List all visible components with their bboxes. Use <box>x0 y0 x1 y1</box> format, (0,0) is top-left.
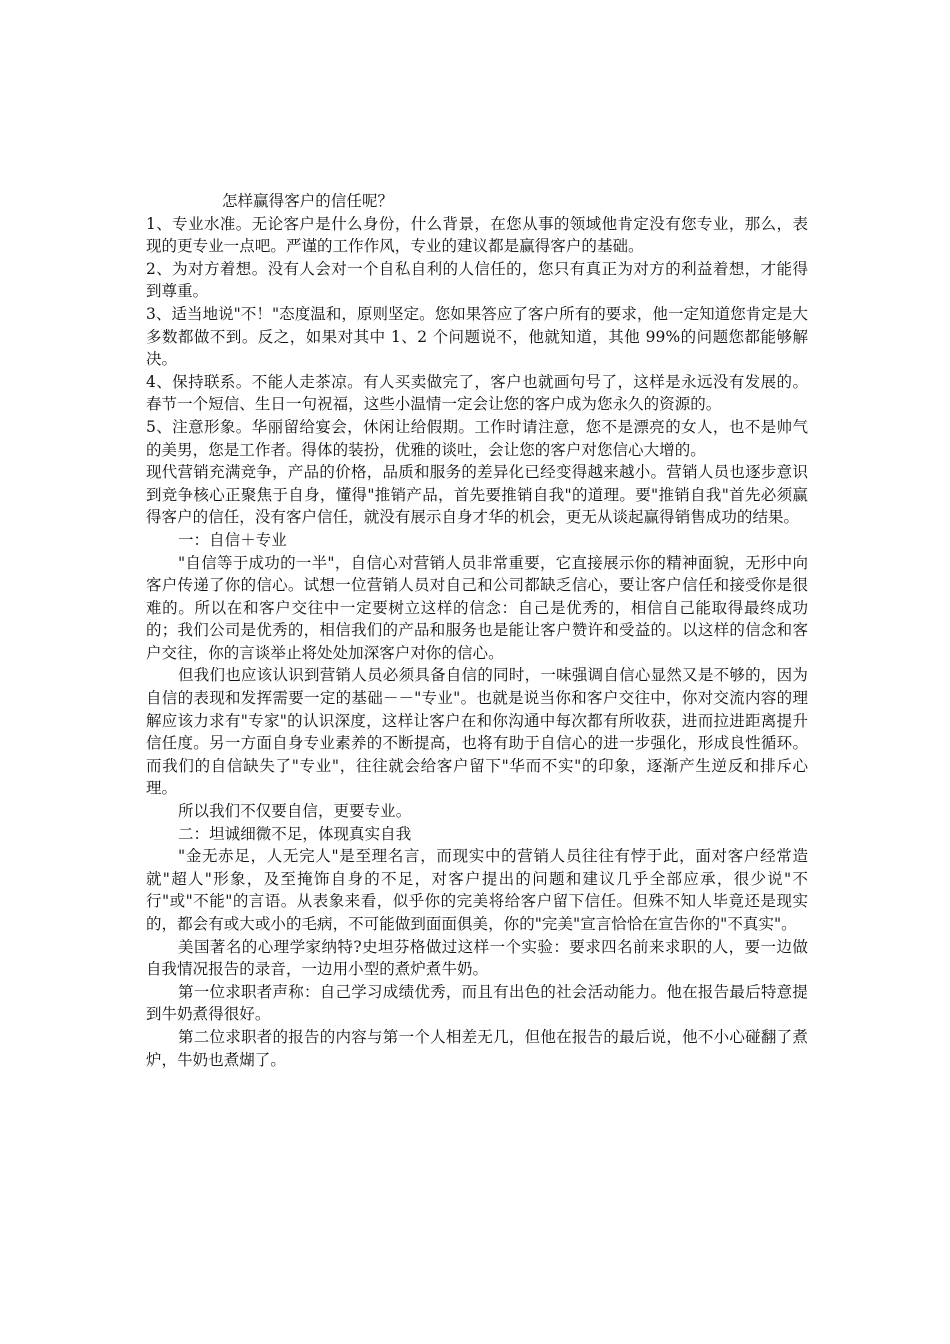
body-paragraph: 所以我们不仅要自信，更要专业。 <box>178 802 412 821</box>
body-paragraph: 但我们也应该认识到营销人员必须具备自信的同时，一味强调自信心显然又是不够的，因为自信的表现和发挥需要一定的基础－－"专业"。也就是说当你和客户交往中，你对交流内容的理解应该力求有"专家"的认识深度，这样让客户在和你沟通中每次都有所收获，进而拉进距离提升信任度。另一方面自身专业素养的不断提高，也将有助于自信心的进一步强化，形成良性循环。而我们的自信缺失了"专业"，往往就会给客户留下"华而不实"的印象，逐渐产生逆反和排斥心理。 <box>146 666 808 798</box>
body-paragraph: "金无赤足，人无完人"是至理名言，而现实中的营销人员往往有悖于此，面对客户经常造就"超人"形象，及至掩饰自身的不足，对客户提出的问题和建议几乎全部应承，很少说"不行"或"不能"的言语。从表象来看，似乎你的完美将给客户留下信任。但殊不知人毕竟还是现实的，都会有或大或小的毛病，不可能做到面面俱美，你的"完美"宣言恰恰在宣告你的"不真实"。 <box>146 847 808 933</box>
point-1-paragraph: 1、专业水准。无论客户是什么身份，什么背景，在您从事的领域他肯定没有您专业，那么，表现的更专业一点吧。严谨的工作作风，专业的建议都是赢得客户的基础。 <box>146 214 808 256</box>
body-paragraph: "自信等于成功的一半"，自信心对营销人员非常重要，它直接展示你的精神面貌，无形中向客户传递了你的信心。试想一位营销人员对自己和公司都缺乏信心，要让客户信任和接受你是很难的。所以在和客户交往中一定要树立这样的信念：自己是优秀的，相信自己能取得最终成功的；我们公司是优秀的，相信我们的产品和服务也是能让客户赞许和受益的。以这样的信念和客户交往，你的言谈举止将处处加深客户对你的信心。 <box>146 553 808 662</box>
body-paragraph: 第二位求职者的报告的内容与第一个人相差无几，但他在报告的最后说，他不小心碰翻了煮炉，牛奶也煮煳了。 <box>146 1027 808 1069</box>
body-paragraph: 美国著名的心理学家纳特?史坦芬格做过这样一个实验：要求四名前来求职的人，要一边做自我情况报告的录音，一边用小型的煮炉煮牛奶。 <box>146 937 808 979</box>
intro-paragraph: 现代营销充满竞争，产品的价格，品质和服务的差异化已经变得越来越小。营销人员也逐步意识到竞争核心正聚焦于自身，懂得"推销产品，首先要推销自我"的道理。要"推销自我"首先必须赢得客户的信任，没有客户信任，就没有展示自身才华的机会，更无从谈起赢得销售成功的结果。 <box>146 463 808 527</box>
body-paragraph: 第一位求职者声称：自己学习成绩优秀，而且有出色的社会活动能力。他在报告最后特意提到牛奶煮得很好。 <box>146 982 808 1024</box>
document-title: 怎样赢得客户的信任呢？ <box>222 192 394 210</box>
section-heading-2: 二：坦诚细微不足，体现真实自我 <box>178 824 412 843</box>
point-3-paragraph: 3、适当地说"不！"态度温和，原则坚定。您如果答应了客户所有的要求，他一定知道您肯定是大多数都做不到。反之，如果对其中 1、2 个问题说不，他就知道，其他 99%的问题您都能够解决。 <box>146 304 808 369</box>
section-heading-1: 一：自信＋专业 <box>178 530 287 549</box>
point-2-paragraph: 2、为对方着想。没有人会对一个自私自利的人信任的，您只有真正为对方的利益着想，才能得到尊重。 <box>146 259 808 301</box>
document-body <box>146 190 808 1071</box>
point-5-paragraph: 5、注意形象。华丽留给宴会，休闲让给假期。工作时请注意，您不是漂亮的女人，也不是帅气的美男，您是工作者。得体的装扮，优雅的谈吐，会让您的客户对您信心大增的。 <box>146 417 808 459</box>
point-4-paragraph: 4、保持联系。不能人走茶凉。有人买卖做完了，客户也就画句号了，这样是永远没有发展的。春节一个短信、生日一句祝福，这些小温情一定会让您的客户成为您永久的资源的。 <box>146 372 808 414</box>
